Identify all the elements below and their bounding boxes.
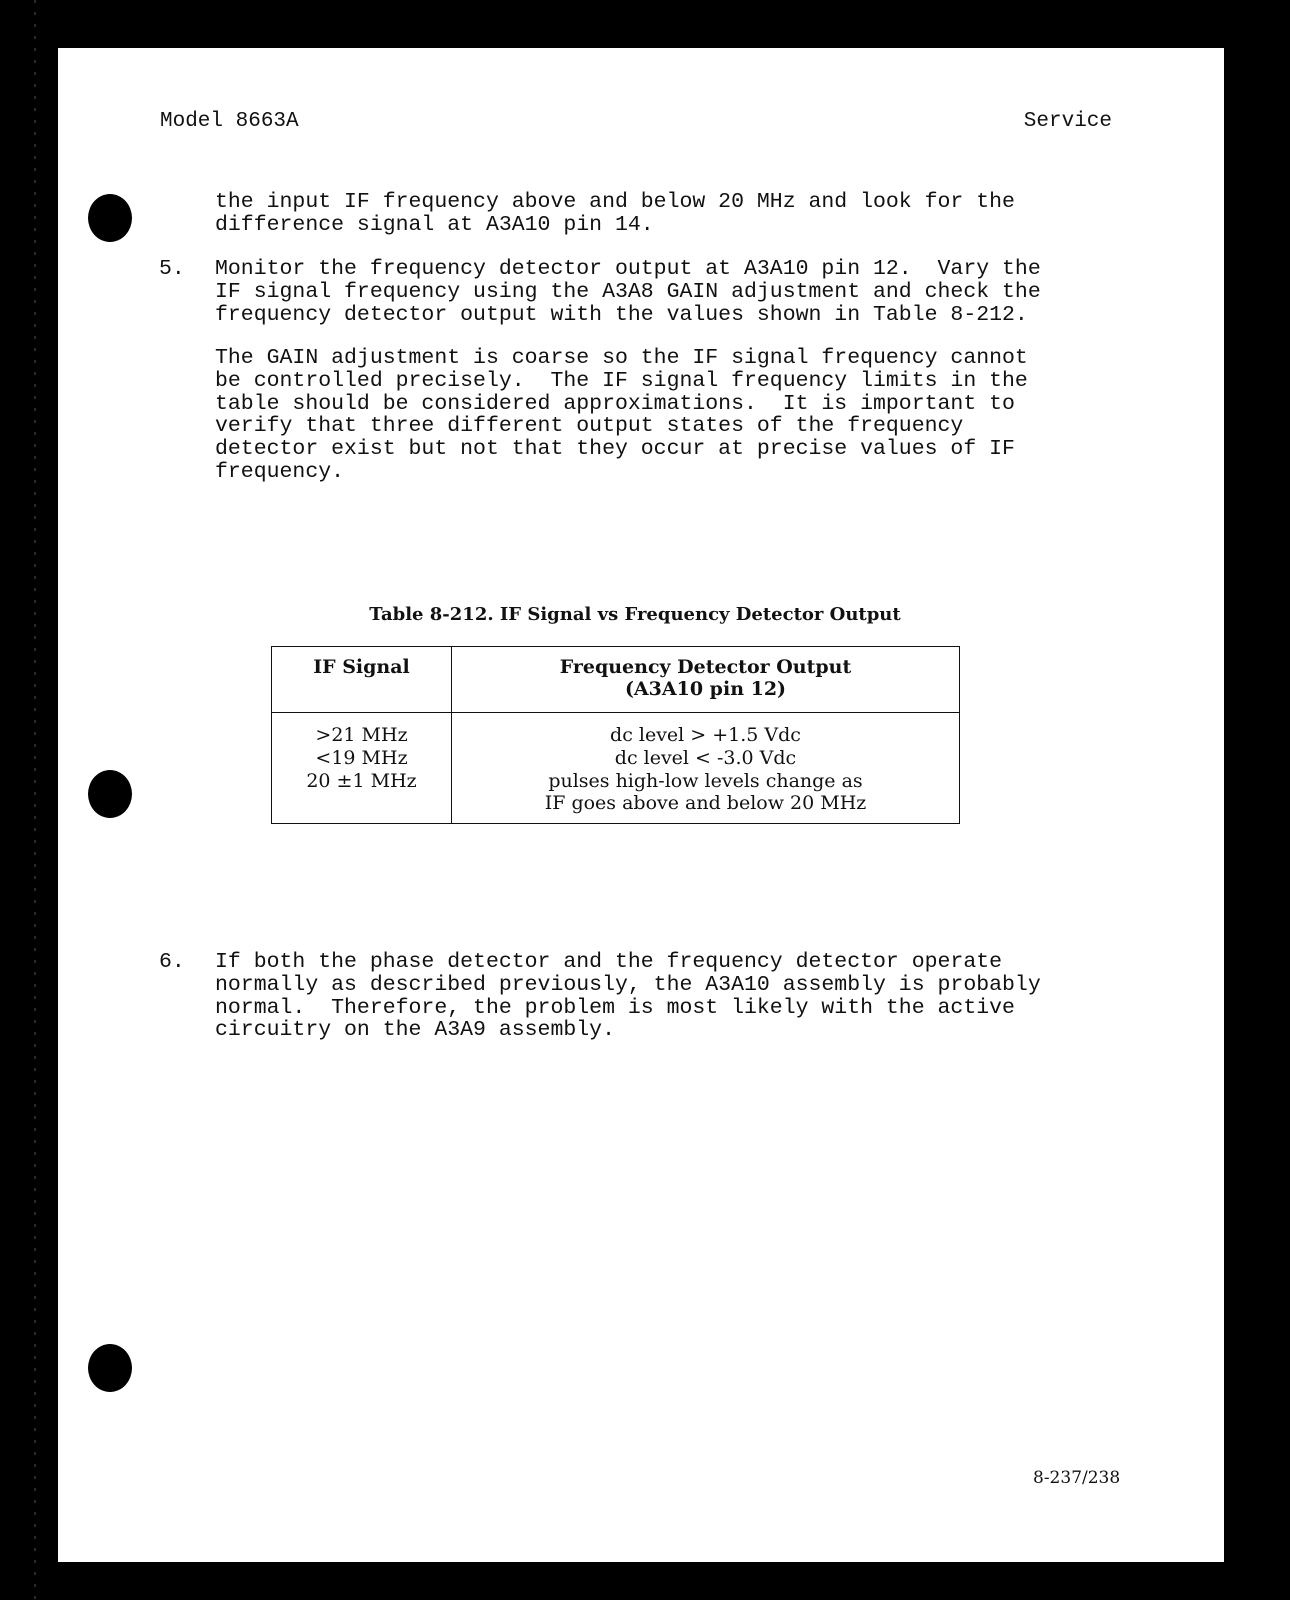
header-model: Model 8663A [160,110,299,133]
step-6-text: If both the phase detector and the frequency detector operate normally as described previously, the A3A10 assembly is probably normal. Therefore, the problem is most likely with the active circuitry on the A3A9 assembly. [215,950,1041,1043]
if-value-above: >21 MHz [315,724,408,746]
step-5-text: Monitor the frequency detector output at A3A10 pin 12. Vary the IF signal frequency using the A3A8 GAIN adjustment and check the frequency detector output with the values shown in Table 8-212. [215,257,1041,327]
step-5-number: 5. [159,257,185,281]
header-detector-output-title: Frequency Detector Output [559,656,852,678]
output-value-pulses-cont: IF goes above and below 20 MHz [544,792,867,815]
header-if-signal: IF Signal [272,647,452,713]
binder-hole-top [88,194,132,242]
detector-output-values [452,713,960,824]
binder-hole-middle [88,770,132,818]
if-value-center: 20 ±1 MHz [306,769,417,792]
output-value-pulses: pulses high-low levels change as [548,769,863,792]
output-value-high: dc level > +1.5 Vdc [610,724,801,746]
table-caption: Table 8-212. IF Signal vs Frequency Detector Output [369,604,901,625]
output-value-low: dc level < -3.0 Vdc [614,746,797,769]
header-section: Service [1023,110,1112,133]
header-detector-output-pin: (A3A10 pin 12) [624,678,787,700]
scan-edge-marks [34,0,36,1600]
step-6-number: 6. [159,950,185,974]
binder-hole-bottom [88,1344,132,1392]
if-signal-table [271,646,960,824]
step-5-note: The GAIN adjustment is coarse so the IF signal frequency cannot be controlled precisely. The IF signal frequency limits in the table should be considered approximations. It is important to verify that three different output states of the frequency detector exist but not that they occur at precise values of IF frequency. [215,346,1028,484]
document-page [58,48,1224,1562]
if-value-below: <19 MHz [315,746,408,769]
header-detector-output [452,647,960,713]
table-row [272,713,960,824]
paragraph-continued: the input IF frequency above and below 20 MHz and look for the difference signal at A3A10 pin 14. [215,190,1015,237]
table-header-row [272,647,960,713]
if-signal-values [272,713,452,824]
page-number: 8-237/238 [1033,1468,1121,1488]
